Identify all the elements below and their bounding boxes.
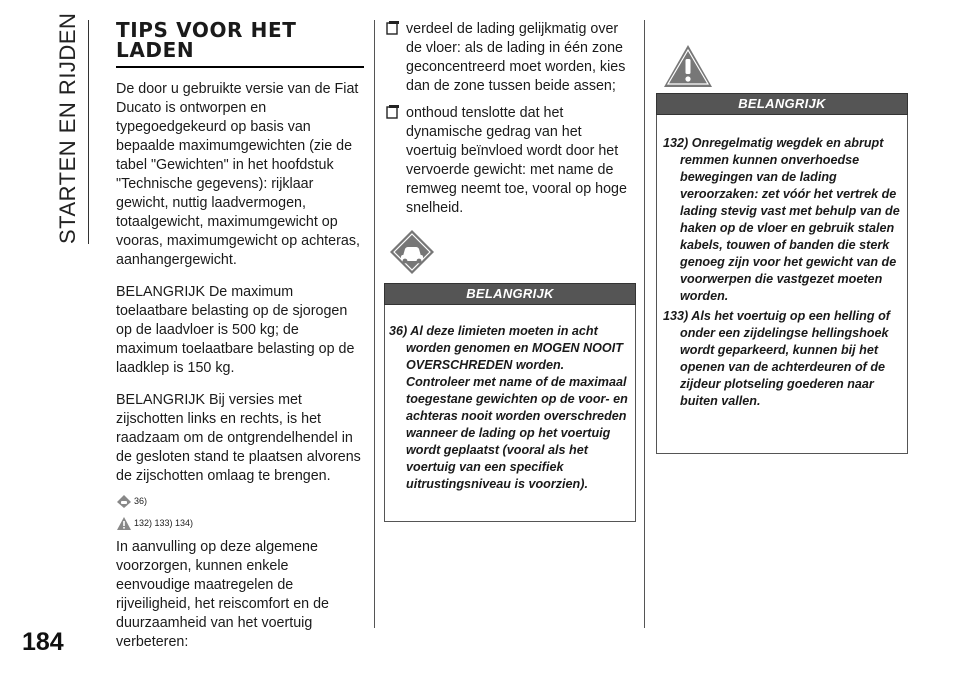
- reference-line: [116, 512, 364, 534]
- chapter-title: STARTEN EN RIJDEN: [55, 12, 80, 244]
- warning-box-header: BELANGRIJK: [384, 283, 636, 305]
- warning-item: 36) Al deze limieten moeten in acht worden genomen en MOGEN NOOIT OVERSCHREDEN worden. Controleer met name of de maximaal toegestane gewichten op de voor- en achteras nooit worden overschreden wanneer de lading op het voertuig wordt geplaatst (vooral als het voertuig van een specifiek uitrustingsniveau is voorzien).: [389, 324, 628, 491]
- column-1: [116, 20, 364, 652]
- column-divider: [374, 20, 375, 628]
- warning-item: 133) Als het voertuig op een helling of onder een zijdelingse hellingshoek wordt geparkeerd, kunnen bij het openen van de achterdeuren of de zijdeur plotseling goederen naar buiten vallen.: [663, 309, 890, 408]
- reference-line: [116, 490, 364, 512]
- car-warning-icon: [388, 228, 436, 281]
- paragraph: In aanvulling op deze algemene voorzorgen, kunnen enkele eenvoudige maatregelen de rijveiligheid, het reiscomfort en de duurzaamheid van het voertuig verbeteren:: [116, 539, 329, 650]
- paragraph: De door u gebruikte versie van de Fiat Ducato is ontworpen en typegoedgekeurd op basis van bepaalde maximumgewichten (zie de tabel "Gewichten" in het hoofdstuk "Technische gegevens): rijklaar gewicht, nuttig laadvermogen, totaalgewicht, maximumgewicht op vooras, maximumgewicht op achteras, aanhangergewicht.: [116, 81, 360, 268]
- list-item-text: onthoud tenslotte dat het dynamische gedrag van het voertuig beïnvloed wordt door het vervoerde gewicht: met name de remweg neemt toe, vooral op hoge snelheid.: [406, 105, 627, 216]
- paragraph: BELANGRIJK Bij versies met zijschotten links en rechts, is het raadzaam om de ontgrendelhendel in de gesloten stand te plaatsen alvorens de zijschotten omlaag te brengen.: [116, 392, 361, 484]
- warning-box: [656, 96, 908, 454]
- warning-box: [384, 286, 636, 522]
- list-item: [384, 104, 634, 218]
- checkbox-bullet-icon: [386, 20, 399, 42]
- page-number: 184: [22, 628, 64, 656]
- column-2: [384, 20, 634, 226]
- list-item: [384, 20, 634, 96]
- warning-box-header: BELANGRIJK: [656, 93, 908, 115]
- paragraph: BELANGRIJK De maximum toelaatbare belasting op de sjorogen op de laadvloer is 500 kg; de maximum toelaatbare belasting op de laadklep is 150 kg.: [116, 284, 355, 376]
- reference-text: 132) 133) 134): [134, 518, 194, 528]
- checkbox-bullet-icon: [386, 104, 399, 126]
- column-divider: [644, 20, 645, 628]
- car-warning-icon: [116, 494, 132, 509]
- chapter-side-tab: [48, 12, 89, 244]
- list-item-text: verdeel de lading gelijkmatig over de vloer: als de lading in één zone geconcentreerd moet worden, kies dan de zone tussen beide assen;: [406, 21, 626, 94]
- reference-text: 36): [134, 496, 148, 506]
- exclamation-warning-icon: [663, 44, 713, 93]
- section-title: TIPS VOOR HET LADEN: [116, 20, 364, 68]
- exclamation-warning-icon: [116, 516, 132, 531]
- warning-item: 132) Onregelmatig wegdek en abrupt remmen kunnen onverhoedse bewegingen van de lading veroorzaken: zet vóór het vertrek de lading stevig vast met behulp van de haken op de vloer en gebruik stalen kabels, touwen of banden die sterk genoeg zijn voor het gewicht van de voorwerpen die vastgezet moeten worden.: [663, 136, 900, 303]
